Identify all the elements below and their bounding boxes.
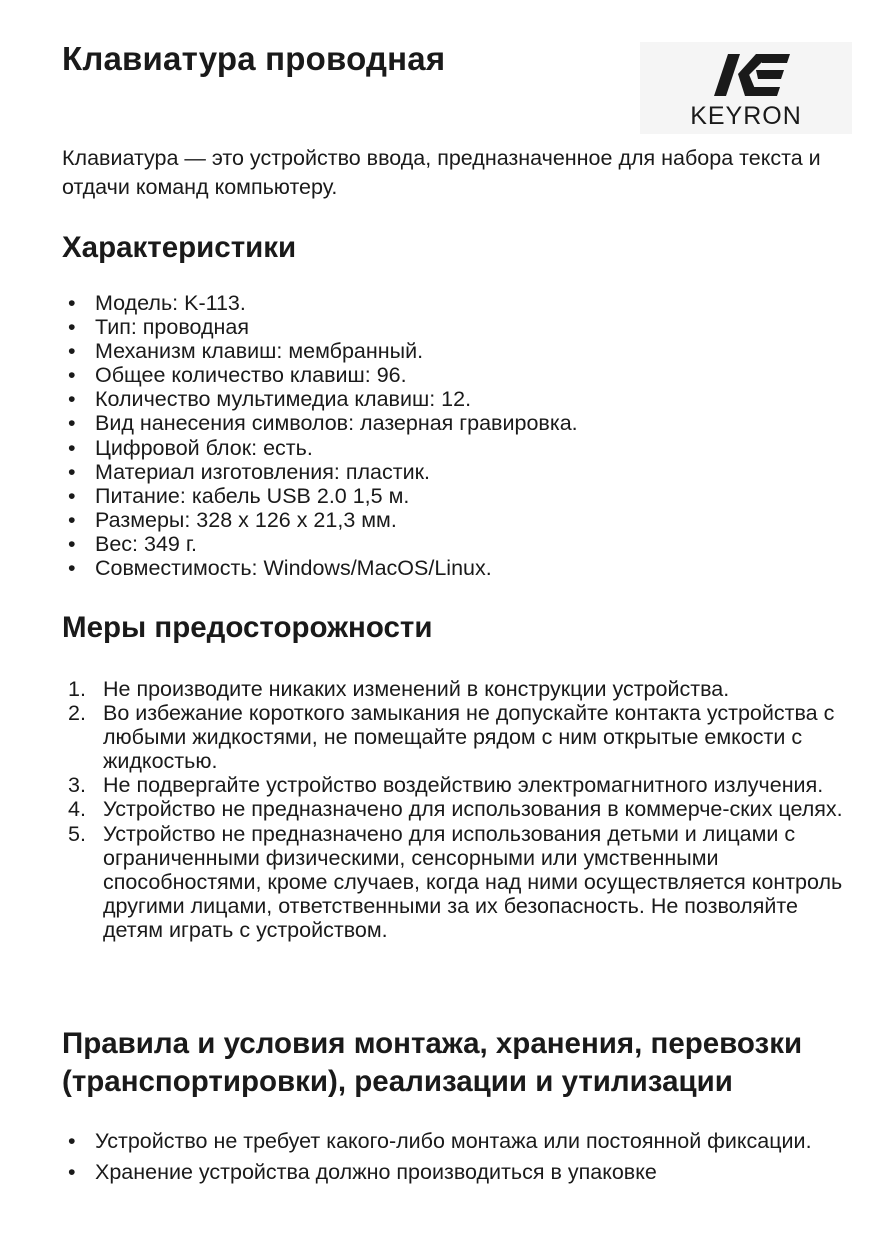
item-number: 2. (68, 701, 86, 726)
numbered-item (62, 822, 852, 942)
safety-heading: Меры предосторожности (62, 611, 433, 644)
item-text: Устройство не предназначено для использования в коммерче-ских целях. (103, 797, 843, 822)
keyron-logo-icon (712, 50, 792, 98)
item-text: Не производите никаких изменений в конструкции устройства. (103, 677, 730, 701)
list-item: • Механизм клавиш: мембранный. (62, 339, 578, 363)
list-item: • Вес: 349 г. (62, 532, 578, 556)
item-text: Устройство не предназначено для использования детьми и лицами с ограниченными физическими, сенсорными или умственными способностями, кроме случаев, когда над ними осуществляется контроль другими лицами, ответственными за их безопасность. Не позволяйте детям играть с устройством. (103, 821, 843, 942)
logo-text: KEYRON (690, 102, 802, 130)
specs-heading: Характеристики (62, 231, 297, 264)
page-title: Клавиатура проводная (62, 40, 446, 77)
list-item: • Устройство не требует какого-либо монтажа или постоянной фиксации. (62, 1126, 832, 1157)
item-text: Не подвергайте устройство воздействию электромагнитного излучения. (103, 773, 824, 798)
list-item: • Цифровой блок: есть. (62, 436, 578, 460)
safety-list (62, 677, 852, 942)
numbered-item (62, 797, 852, 821)
list-item: • Питание: кабель USB 2.0 1,5 м. (62, 484, 578, 508)
rules-heading: Правила и условия монтажа, хранения, перевозки (транспортировки), реализации и утилизации (62, 1027, 803, 1098)
item-text: Во избежание короткого замыкания не допускайте контакта устройства с любыми жидкостями, не помещайте рядом с ним открытые емкости с жидкостью. (103, 701, 835, 774)
list-item: • Вид нанесения символов: лазерная гравировка. (62, 411, 578, 435)
item-number: 4. (68, 797, 86, 822)
rules-list (62, 1126, 832, 1187)
list-item: • Хранение устройства должно производиться в упаковке (62, 1157, 832, 1188)
numbered-item (62, 701, 852, 773)
numbered-item (62, 677, 852, 701)
list-item: • Общее количество клавиш: 96. (62, 363, 578, 387)
list-item: • Размеры: 328 x 126 x 21,3 мм. (62, 508, 578, 532)
list-item: • Модель: K-113. (62, 291, 578, 315)
list-item: • Совместимость: Windows/MacOS/Linux. (62, 556, 578, 580)
specs-list (62, 291, 578, 580)
item-number: 3. (68, 773, 86, 798)
list-item: • Количество мультимедиа клавиш: 12. (62, 387, 578, 411)
intro-paragraph: Клавиатура — это устройство ввода, предназначенное для набора текста и отдачи команд компьютеру. (62, 146, 821, 199)
numbered-item (62, 773, 852, 797)
list-item: • Материал изготовления: пластик. (62, 460, 578, 484)
list-item: • Тип: проводная (62, 315, 578, 339)
brand-logo (640, 42, 852, 134)
item-number: 5. (68, 821, 86, 846)
item-number: 1. (68, 677, 86, 701)
